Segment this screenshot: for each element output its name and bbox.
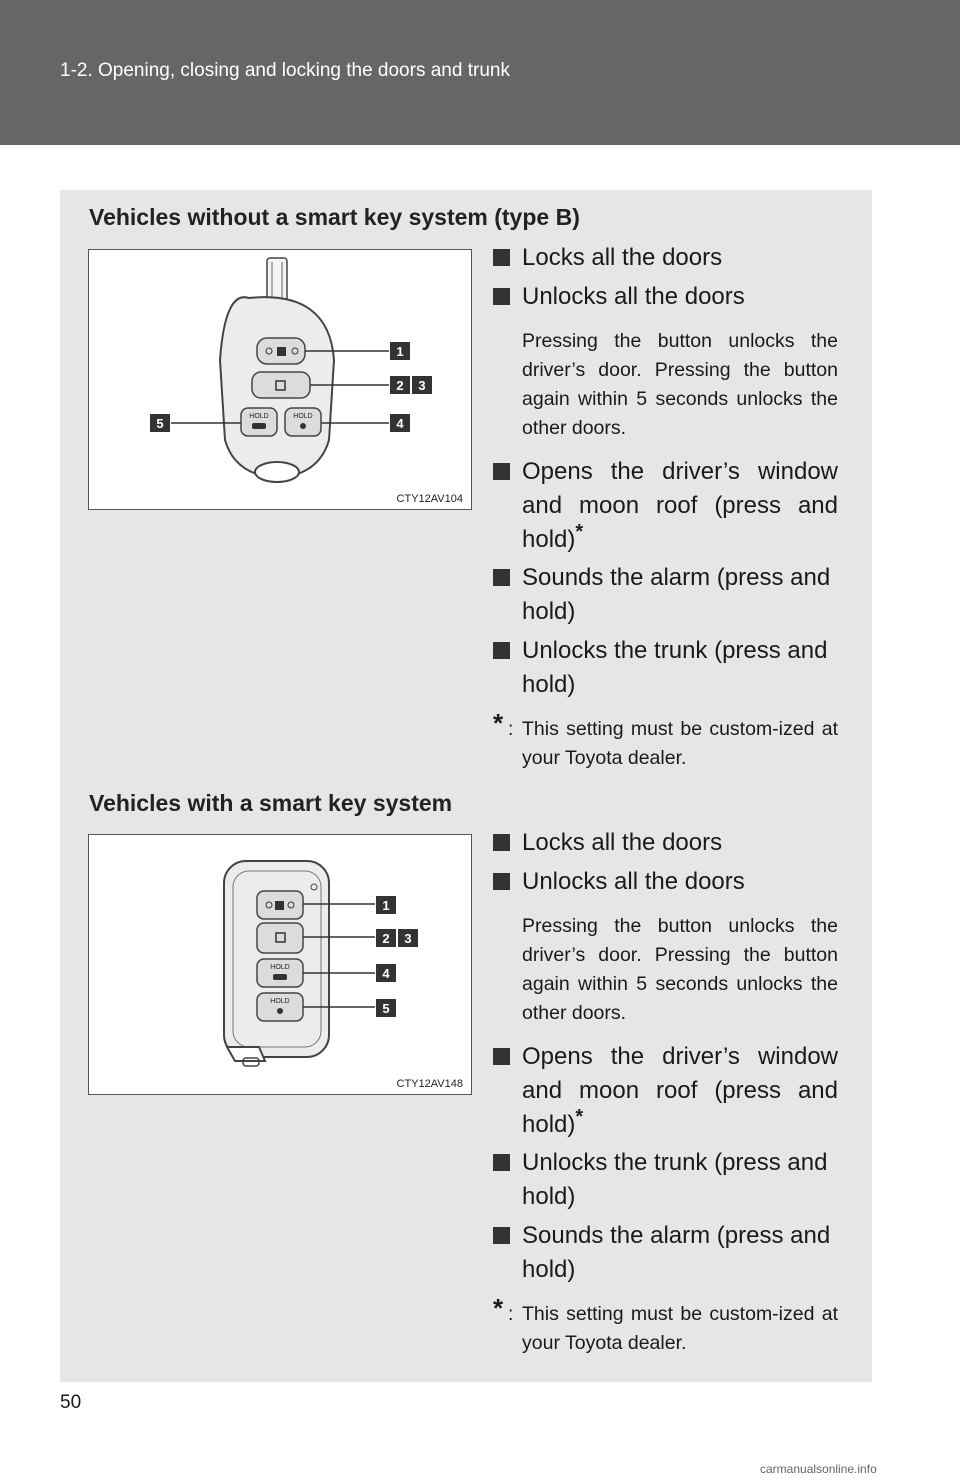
callout-4: 4 (396, 416, 404, 431)
callout-5: 5 (382, 1001, 390, 1016)
section1-item-2: Unlocks all the doors (493, 280, 838, 314)
header-title: 1-2. Opening, closing and locking the doors and trunk (60, 60, 510, 81)
item-number-badge (493, 834, 510, 851)
section2-item-5: Sounds the alarm (press and hold) (493, 1219, 838, 1287)
page-number: 50 (60, 1392, 82, 1413)
figure-code: CTY12AV104 (396, 493, 463, 505)
page-header (0, 0, 960, 145)
callout-3: 3 (404, 931, 412, 946)
callout-1: 1 (396, 344, 404, 359)
watermark: carmanualsonline.info (760, 1462, 877, 1476)
item-number-badge (493, 1227, 510, 1244)
section2-item-2: Unlocks all the doors (493, 865, 838, 899)
svg-text:HOLD: HOLD (270, 998, 290, 1005)
section2-unlock-detail: Pressing the button unlocks the driver’s door. Pressing the button again within 5 seconds unlocks the other doors. (522, 915, 838, 1024)
section2-item-3: Opens the driver’s window and moon roof (press and hold)* (493, 1040, 838, 1142)
section1-unlock-detail: Pressing the button unlocks the driver’s door. Pressing the button again within 5 seconds unlocks the other doors. (522, 330, 838, 439)
callout-2: 2 (382, 931, 390, 946)
item-number-badge (493, 288, 510, 305)
callout-3: 3 (418, 378, 426, 393)
section1-title: Vehicles without a smart key system (type B) (89, 204, 580, 230)
svg-text:HOLD: HOLD (293, 413, 313, 420)
item-number-badge (493, 1048, 510, 1065)
section2-item-4: Unlocks the trunk (press and hold) (493, 1146, 838, 1214)
item-number-badge (493, 642, 510, 659)
key-fob-illustration (89, 250, 473, 511)
section1-item-4: Sounds the alarm (press and hold) (493, 561, 838, 629)
section1-item-5: Unlocks the trunk (press and hold) (493, 634, 838, 702)
section2-footnote: * : This setting must be custom-ized at your Toyota dealer. (493, 1293, 838, 1354)
section2-item-1: Locks all the doors (493, 826, 838, 860)
svg-text:HOLD: HOLD (249, 413, 269, 420)
item-number-badge (493, 249, 510, 266)
section1-key-figure (88, 249, 472, 510)
item-number-badge (493, 569, 510, 586)
section1-item-1: Locks all the doors (493, 241, 838, 275)
callout-1: 1 (382, 898, 390, 913)
section1-item-3: Opens the driver’s window and moon roof (press and hold)* (493, 455, 838, 557)
item-number-badge (493, 463, 510, 480)
item-number-badge (493, 1154, 510, 1171)
item-number-badge (493, 873, 510, 890)
figure-code: CTY12AV148 (396, 1078, 463, 1090)
callout-2: 2 (396, 378, 404, 393)
section1-footnote: * : This setting must be custom-ized at your Toyota dealer. (493, 708, 838, 769)
section2-title: Vehicles with a smart key system (89, 790, 453, 816)
svg-text:HOLD: HOLD (270, 964, 290, 971)
section2-key-figure (88, 834, 472, 1095)
callout-4: 4 (382, 966, 390, 981)
callout-5: 5 (156, 416, 164, 431)
smart-key-illustration (89, 835, 473, 1096)
